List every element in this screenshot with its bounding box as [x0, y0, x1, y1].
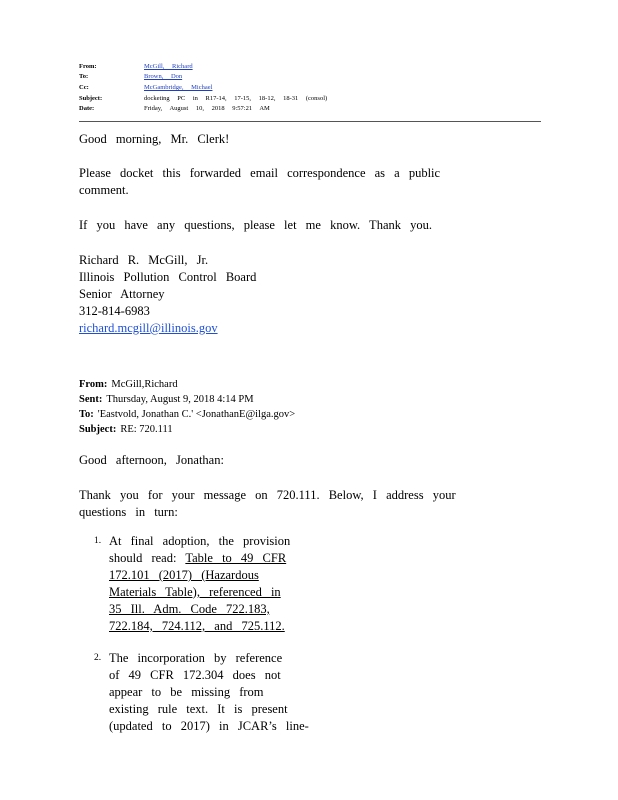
item-1-lead: should read:	[109, 551, 177, 565]
header-to-value[interactable]: Brown, Don	[144, 73, 183, 80]
fwd-sent-label: Sent:	[79, 394, 103, 405]
header-date-value: Friday, August 10, 2018 9:57:21 AM	[144, 105, 270, 112]
item-1-underlined-3: Materials Table), referenced in	[109, 585, 281, 599]
list-item-number: 2.	[94, 653, 102, 663]
request-line-1: Please docket this forwarded email correspondence as a public	[79, 166, 441, 180]
fwd-greeting: Good afternoon, Jonathan:	[79, 453, 224, 467]
item-1-underlined-4: 35 Ill. Adm. Code 722.183,	[109, 602, 270, 616]
header-date-label: Date:	[79, 105, 95, 112]
fwd-from-value: McGill,Richard	[111, 379, 178, 390]
fwd-to-label: To:	[79, 409, 94, 420]
fwd-sent-value: Thursday, August 9, 2018 4:14 PM	[106, 394, 254, 405]
item-2-line-4: existing rule text. It is present	[109, 702, 288, 716]
item-1-line-2	[109, 550, 286, 567]
signature-title: Senior Attorney	[79, 287, 165, 301]
fwd-subject-label: Subject:	[79, 424, 117, 435]
list-item-number: 1.	[94, 536, 102, 546]
request-line-2: comment.	[79, 183, 129, 197]
fwd-to-row	[79, 407, 295, 422]
fwd-intro-line-2: questions in turn:	[79, 505, 178, 519]
header-cc-label: Cc:	[79, 84, 89, 91]
item-1-line-1: At final adoption, the provision	[109, 534, 291, 548]
fwd-sent-row	[79, 392, 254, 407]
fwd-subject-value: RE: 720.111	[120, 424, 173, 435]
header-cc-value[interactable]: McGambridge, Michael	[144, 84, 213, 91]
signature-name: Richard R. McGill, Jr.	[79, 253, 209, 267]
header-to-label: To:	[79, 73, 89, 80]
item-1-underlined-5: 722.184, 724.112, and 725.112.	[109, 619, 285, 633]
signature-phone: 312-814-6983	[79, 304, 150, 318]
header-subject-label: Subject:	[79, 95, 103, 102]
item-2-line-1: The incorporation by reference	[109, 651, 283, 665]
fwd-from-row	[79, 377, 178, 392]
item-2-line-5: (updated to 2017) in JCAR’s line-	[109, 719, 309, 733]
fwd-intro-line-1: Thank you for your message on 720.111. Below, I address your	[79, 488, 456, 502]
fwd-from-label: From:	[79, 379, 108, 390]
questions-line: If you have any questions, please let me know. Thank you.	[79, 218, 432, 232]
signature-org: Illinois Pollution Control Board	[79, 270, 257, 284]
greeting: Good morning, Mr. Clerk!	[79, 132, 230, 146]
header-from-value[interactable]: McGill, Richard	[144, 63, 193, 70]
header-divider	[79, 121, 541, 122]
item-2-line-2: of 49 CFR 172.304 does not	[109, 668, 281, 682]
signature-email-link[interactable]: richard.mcgill@illinois.gov	[79, 321, 218, 335]
item-1-underlined-2: 172.101 (2017) (Hazardous	[109, 568, 259, 582]
item-2-line-3: appear to be missing from	[109, 685, 264, 699]
header-from-label: From:	[79, 63, 97, 70]
fwd-to-value: 'Eastvold, Jonathan C.' <JonathanE@ilga.gov>	[97, 409, 296, 420]
fwd-subject-row	[79, 422, 173, 437]
item-1-underlined-1: Table to 49 CFR	[185, 551, 287, 565]
header-subject-value: docketing PC in R17-14, 17-15, 18-12, 18-31 (consol)	[144, 95, 328, 102]
